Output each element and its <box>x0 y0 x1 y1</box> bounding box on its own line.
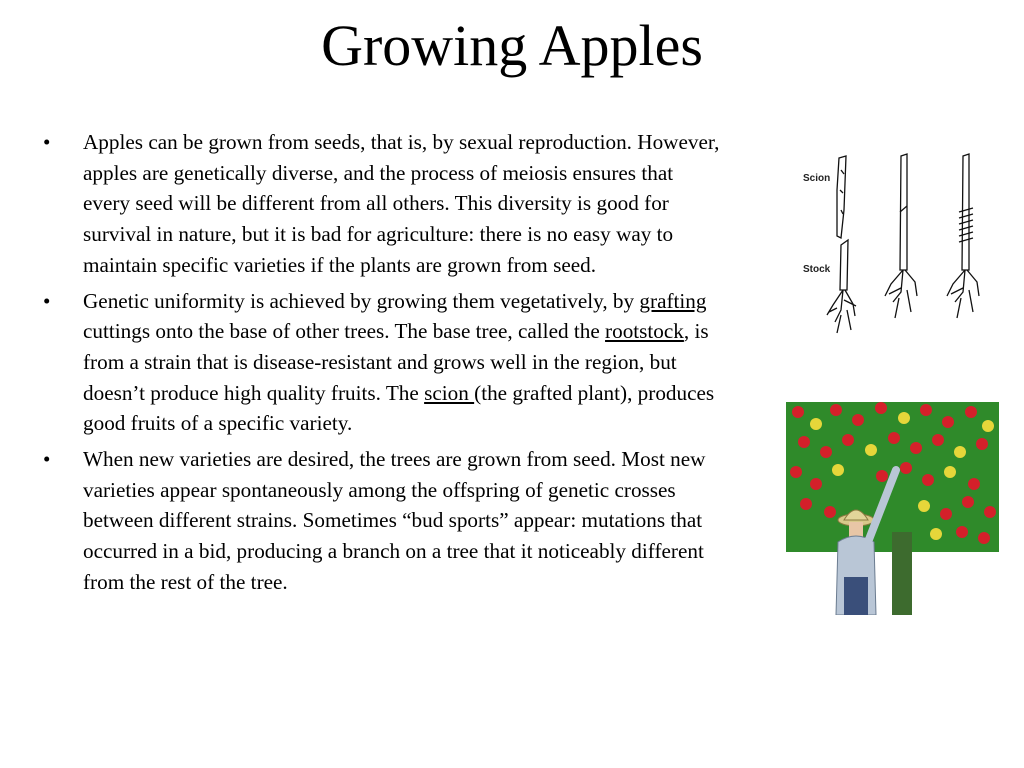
grafted-plant-wrapped <box>947 154 979 318</box>
apple-fruit <box>820 446 832 458</box>
bullet-text: When new varieties are desired, the trees are grown from seed. Most new varieties appear spontaneously among the offspring of genetic crosses between different strains. Sometimes “bud sports” appear: mutations that occurred in a bid, producing a branch on a tree that it noticeably different from the rest of the tree. <box>83 447 706 594</box>
scion-label: Scion <box>803 173 831 184</box>
bullet-text: cuttings onto the base of other trees. The base tree, called the <box>83 319 606 344</box>
bullet-text: (the grafted plant), produces good fruits of a specific variety. <box>83 380 715 436</box>
apple-fruit <box>910 442 922 454</box>
apple-fruit <box>968 478 980 490</box>
key-term: rootstock <box>605 319 684 344</box>
bullet-text: , is from a strain that is disease-resistant and grows well in the region, but doesn’t produce high quality fruits. The <box>83 319 709 405</box>
apple-fruit <box>984 506 996 518</box>
apple-fruit <box>865 444 877 456</box>
bullet-marker: • <box>43 447 51 472</box>
bullet-marker: • <box>43 130 51 154</box>
apple-fruit <box>830 404 842 416</box>
bullet-marker: • <box>43 288 51 313</box>
key-term: scion <box>424 380 475 405</box>
grafted-plant-joined <box>885 154 917 318</box>
apple-fruit <box>875 402 887 414</box>
grafting-diagram <box>797 150 993 348</box>
apple-fruit <box>962 496 974 508</box>
apple-fruit <box>876 470 888 482</box>
apple-fruit <box>852 414 864 426</box>
apple-fruit <box>824 506 836 518</box>
apple-fruit <box>810 478 822 490</box>
apple-fruit <box>942 416 954 428</box>
apple-fruit <box>790 466 802 478</box>
apple-fruit <box>898 412 910 424</box>
apple-fruit <box>922 474 934 486</box>
apple-fruit <box>932 434 944 446</box>
apple-fruit <box>956 526 968 538</box>
apple-fruit <box>888 432 900 444</box>
bullet-list <box>40 127 720 603</box>
rootstock <box>827 240 856 333</box>
apple-fruit <box>965 406 977 418</box>
bullet-item <box>40 286 720 440</box>
apple-fruit <box>842 434 854 446</box>
apple-fruit <box>918 500 930 512</box>
apple-fruit <box>900 462 912 474</box>
tree-trunk <box>892 532 912 615</box>
bullet-text: Apples can be grown from seeds, that is, by sexual reproduction. However, apples are genetically diverse, and the process of meiosis ensures that every seed will be different from all others. This diversity is good for survival in nature, but it is bad for agriculture: there is no easy way to maintain specific varieties if the plants are grown from seed. <box>83 130 720 277</box>
apple-fruit <box>978 532 990 544</box>
apple-fruit <box>792 406 804 418</box>
apple-fruit <box>930 528 942 540</box>
scion-cutting <box>837 156 846 238</box>
apple-fruit <box>954 446 966 458</box>
stock-label: Stock <box>803 264 831 275</box>
bullet-item <box>40 127 720 281</box>
bullet-text: Genetic uniformity is achieved by growing them vegetatively, by <box>83 288 640 313</box>
apple-fruit <box>832 464 844 476</box>
bullet-item <box>40 444 720 598</box>
key-term: grafting <box>639 288 707 313</box>
apple-fruit <box>810 418 822 430</box>
apple-fruit <box>982 420 994 432</box>
slide-title: Growing Apples <box>321 13 703 78</box>
apple-fruit <box>800 498 812 510</box>
apple-fruit <box>920 404 932 416</box>
apple-fruit <box>798 436 810 448</box>
apple-fruit <box>940 508 952 520</box>
apple-tree-illustration <box>786 402 999 615</box>
apple-fruit <box>976 438 988 450</box>
apple-fruit <box>944 466 956 478</box>
